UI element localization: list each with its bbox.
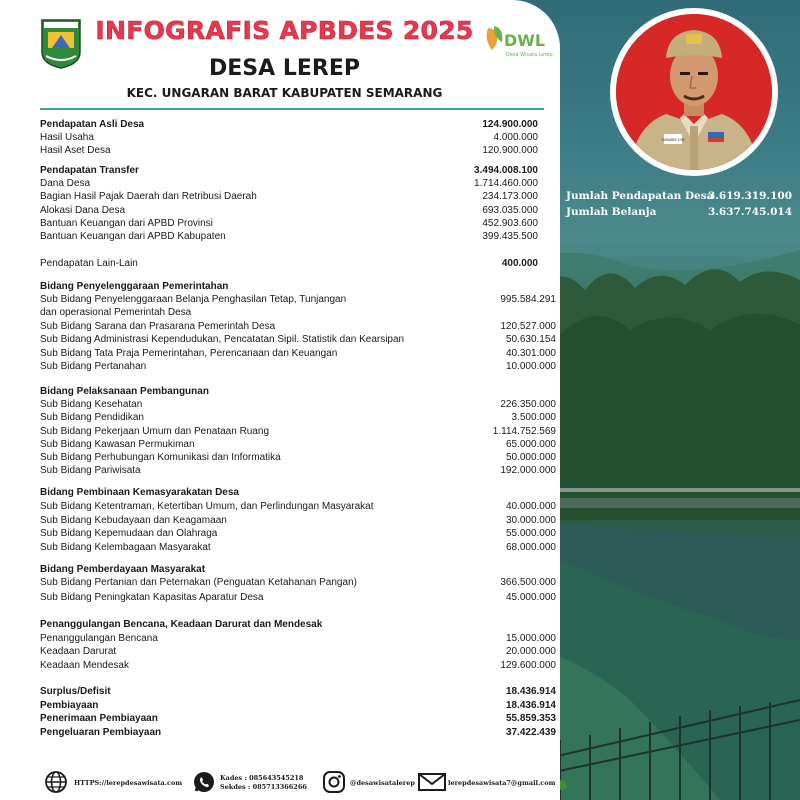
table-row — [40, 438, 556, 452]
row-value: 37.422.439 — [505, 727, 556, 738]
row-value: 18.436.914 — [505, 686, 556, 697]
table-row — [40, 131, 556, 145]
row-label: Bidang Penyelenggaraan Pemerintahan — [40, 281, 229, 292]
row-value: 10.000.000 — [505, 361, 556, 372]
row-value: 30.000.000 — [505, 515, 556, 526]
row-label: Bagian Hasil Pajak Daerah dan Retribusi Daerah — [40, 191, 257, 202]
row-label: Sub Bidang Kebudayaan dan Keagamaan — [40, 515, 227, 526]
row-label: Sub Bidang Sarana dan Prasarana Pemerintah Desa — [40, 321, 276, 332]
header-divider — [40, 108, 544, 110]
table-row — [40, 347, 556, 361]
section-header-row — [40, 385, 556, 399]
section-header-row — [40, 618, 556, 632]
row-label: Sub Bidang Pekerjaan Umum dan Penataan Ruang — [40, 426, 270, 437]
table-row — [40, 320, 556, 334]
section-header-row — [40, 726, 556, 740]
total-value: 3.619.319.100 — [707, 190, 792, 202]
row-label: Hasil Usaha — [40, 132, 94, 143]
row-label: Sub Bidang Ketentraman, Ketertiban Umum, dan Perlindungan Masyarakat — [40, 501, 374, 512]
table-row — [40, 411, 556, 425]
footer — [0, 760, 560, 800]
row-value: 50.000.000 — [505, 452, 556, 463]
table-row — [40, 257, 556, 271]
table-row — [40, 398, 556, 412]
row-value: 1.714.460.000 — [474, 178, 538, 189]
table-row — [40, 659, 556, 673]
email-address[interactable]: lerepdesawisata7@gmail.com — [448, 779, 556, 787]
row-value: 4.000.000 — [493, 132, 538, 143]
row-value: 120.527.000 — [500, 321, 556, 332]
page-title: INFOGRAFIS APBDES 2025 — [95, 16, 474, 45]
table-row — [40, 360, 556, 374]
dwl-logo — [482, 20, 558, 64]
row-value: 399.435.500 — [482, 231, 538, 242]
row-value: 55.000.000 — [505, 528, 556, 539]
instagram-icon — [322, 770, 346, 794]
row-label: Sub Bidang Peningkatan Kapasitas Aparatur Desa — [40, 592, 264, 603]
row-label: Keadaan Darurat — [40, 646, 117, 657]
row-label: Sub Bidang Kepemudaan dan Olahraga — [40, 528, 218, 539]
row-label: Alokasi Dana Desa — [40, 205, 126, 216]
row-value: 129.600.000 — [500, 660, 556, 671]
row-label: Bantuan Keuangan dari APBD Kabupaten — [40, 231, 226, 242]
table-row — [40, 527, 556, 541]
row-label: Pendapatan Asli Desa — [40, 119, 145, 130]
table-row — [40, 217, 556, 231]
row-value: 3.500.000 — [511, 412, 556, 423]
row-value: 226.350.000 — [500, 399, 556, 410]
table-row — [40, 144, 556, 158]
total-label: Jumlah Pendapatan Desa — [566, 190, 714, 202]
row-value: 1.114.752.569 — [492, 426, 556, 437]
row-label: Sub Bidang Perhubungan Komunikasi dan Informatika — [40, 452, 281, 463]
phone-kades[interactable]: Kades : 085643545218 — [220, 774, 304, 782]
row-value: 45.000.000 — [505, 592, 556, 603]
table-row — [40, 632, 556, 646]
table-row — [40, 306, 556, 320]
table-row — [40, 514, 556, 528]
nameplate-text: SUMARDI S.Pd — [661, 138, 685, 142]
instagram-handle[interactable]: @desawisatalerep — [350, 779, 415, 787]
row-label: Bidang Pelaksanaan Pembangunan — [40, 386, 209, 397]
row-label: Bidang Pembinaan Kemasyarakatan Desa — [40, 487, 239, 498]
row-label: Pengeluaran Pembiayaan — [40, 727, 162, 738]
table-row — [40, 293, 556, 307]
row-value: 120.900.000 — [482, 145, 538, 156]
row-label: Bidang Pemberdayaan Masyarakat — [40, 564, 206, 575]
website-link[interactable]: HTTPS://lerepdesawisata.com — [74, 779, 183, 787]
row-label: Sub Bidang Pendidikan — [40, 412, 144, 423]
email-icon — [417, 770, 447, 794]
row-label: dan operasional Pemerintah Desa — [40, 307, 192, 318]
section-header-row — [40, 118, 556, 132]
row-value: 50.630.154 — [505, 334, 556, 345]
table-row — [40, 333, 556, 347]
table-row — [40, 177, 556, 191]
village-head-photo — [616, 14, 772, 170]
row-value: 40.000.000 — [505, 501, 556, 512]
row-label: Dana Desa — [40, 178, 91, 189]
table-row — [40, 451, 556, 465]
table-row — [40, 230, 556, 244]
section-header-row — [40, 563, 556, 577]
table-row — [40, 190, 556, 204]
section-header-row — [40, 699, 556, 713]
whatsapp-icon — [192, 770, 216, 794]
row-label: Pendapatan Transfer — [40, 165, 139, 176]
total-value: 3.637.745.014 — [707, 206, 792, 218]
row-value: 452.903.600 — [482, 218, 538, 229]
globe-icon — [44, 770, 68, 794]
total-row — [566, 204, 792, 220]
row-value: 3.494.008.100 — [474, 165, 538, 176]
row-label: Sub Bidang Pertanian dan Peternakan (Penguatan Ketahanan Pangan) — [40, 577, 357, 588]
row-value: 40.301.000 — [505, 348, 556, 359]
row-label: Sub Bidang Penyelenggaraan Belanja Penghasilan Tetap, Tunjangan — [40, 294, 347, 305]
row-value: 20.000.000 — [505, 646, 556, 657]
row-label: Penerimaan Pembiayaan — [40, 713, 158, 724]
table-row — [40, 576, 556, 590]
village-name: DESA LEREP — [209, 56, 360, 81]
row-value: 15.000.000 — [505, 633, 556, 644]
row-value: 18.436.914 — [505, 700, 556, 711]
table-row — [40, 591, 556, 605]
table-row — [40, 425, 556, 439]
row-value: 65.000.000 — [505, 439, 556, 450]
section-header-row — [40, 486, 556, 500]
row-label: Keadaan Mendesak — [40, 660, 129, 671]
svg-text:Desa Wisata Lerep: Desa Wisata Lerep — [506, 52, 553, 58]
row-label: Penanggulangan Bencana, Keadaan Darurat dan Mendesak — [40, 619, 323, 630]
portrait-illustration — [616, 14, 772, 170]
row-value: 693.035.000 — [482, 205, 538, 216]
row-label: Pembiayaan — [40, 700, 99, 711]
row-label: Sub Bidang Kawasan Permukiman — [40, 439, 195, 450]
row-label: Sub Bidang Tata Praja Pemerintahan, Perencanaan dan Keuangan — [40, 348, 338, 359]
row-value: 234.173.000 — [482, 191, 538, 202]
row-label: Sub Bidang Administrasi Kependudukan, Pencatatan Sipil. Statistik dan Kearsipan — [40, 334, 405, 345]
row-label: Hasil Aset Desa — [40, 145, 111, 156]
row-label: Bantuan Keuangan dari APBD Provinsi — [40, 218, 213, 229]
section-header-row — [40, 712, 556, 726]
row-label: Sub Bidang Pariwisata — [40, 465, 141, 476]
row-label: Penanggulangan Bencana — [40, 633, 158, 644]
row-value: 995.584.291 — [500, 294, 556, 305]
row-value: 400.000 — [501, 258, 538, 269]
phone-sekdes[interactable]: Sekdes : 085713366266 — [220, 783, 307, 791]
row-value: 124.900.000 — [482, 119, 538, 130]
table-row — [40, 500, 556, 514]
row-value: 192.000.000 — [500, 465, 556, 476]
table-row — [40, 464, 556, 478]
svg-text:DWL: DWL — [504, 31, 546, 50]
row-label: Surplus/Defisit — [40, 686, 111, 697]
table-row — [40, 204, 556, 218]
row-label: Sub Bidang Kesehatan — [40, 399, 143, 410]
section-header-row — [40, 280, 556, 294]
row-label: Sub Bidang Kelembagaan Masyarakat — [40, 542, 211, 553]
kabupaten-semarang-logo — [40, 18, 82, 70]
section-header-row — [40, 164, 556, 178]
row-value: 68.000.000 — [505, 542, 556, 553]
row-label: Pendapatan Lain-Lain — [40, 258, 138, 269]
row-value: 55.859.353 — [505, 713, 556, 724]
row-value: 366.500.000 — [500, 577, 556, 588]
district-name: KEC. UNGARAN BARAT KABUPATEN SEMARANG — [126, 86, 443, 100]
table-row — [40, 645, 556, 659]
total-label: Jumlah Belanja — [566, 206, 657, 218]
section-header-row — [40, 685, 556, 699]
row-label: Sub Bidang Pertanahan — [40, 361, 147, 372]
table-row — [40, 541, 556, 555]
total-row — [566, 188, 792, 204]
